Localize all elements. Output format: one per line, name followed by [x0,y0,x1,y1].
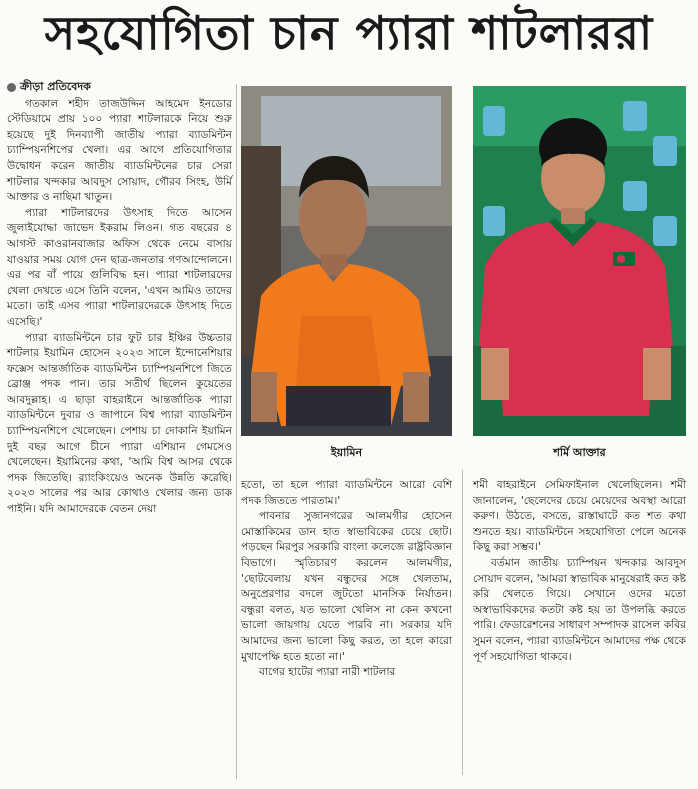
paragraph: গতকাল শহীদ তাজউদ্দিন আহমেদ ইনডোর স্টেডিয়ামে প্রায় ১০০ প্যারা শাটলারকে নিয়ে শুরু হয়েছে দুই দিনব্যাপী জাতীয় প্যারা ব্যাডমিন্টন চ্যাম্পিয়নশিপের খেলা। এর আগে প্রতিযোগিতার উদ্বোধন করেন জাতীয় ব্যাডমিন্টনের চার সেরা শাটলার খন্দকার আবদুস সোয়াদ, গৌরব সিংহ, উর্মি আক্তার ও নাছিমা খাতুন। [7,97,232,204]
paragraph: পাবনার সুজানগরের আলমগীর হোসেন মোস্তাকিমের ডান হাত স্বাভাবিকের চেয়ে ছোট। পড়ছেন মিরপুর সরকারি বাংলা কলেজে রাষ্ট্রবিজ্ঞান বিভাগে। স্মৃতিচারণ করলেন আলমগীর, 'ছোটবেলায় যখন বন্ধুদের সঙ্গে খেলতাম, অনুপ্রেরণার বদলে জুটতো মানসিক নির্যাতন। বন্ধুরা বলত, যত ভালো খেলিস না কেন কখনো ভালো জায়গায় যেতে পারবি না। সরকার যদি আমাদের জন্য ভালো কিছু করত, তা হলে কারো মুখাপেক্ষি হতে হতো না।' [241,510,452,663]
photo-sharmi [473,86,686,436]
caption-sharmi: শর্মি আক্তার [553,446,606,459]
bullet-icon [7,83,16,92]
article-column-1 [7,79,232,518]
paragraph: প্যারা শাটলারদের উৎসাহ দিতে আসেন জুলাইযোদ্ধা জাভেদ ইকরাম লিওন। গত বছরের ৪ আগস্ট কাওরানবাজার অফিস থেকে নেমে বাসায় যাওয়ার সময় যোগ দেন ছাত্র-জনতার গণআন্দোলনে। এর পর বাঁ পায়ে গুলিবিদ্ধ হন। প্যারা শাটলারদের খেলা দেখতে এসে তিনি বলেন, 'এখন আমিও তাদের মতো। তাই এসব প্যারা শাটলারদেরকে উৎসাহ দিতে এসেছি।' [7,206,232,328]
player-photo-image [241,86,452,436]
paragraph: হতো, তা হলে প্যারা ব্যাডমিন্টনে আরো বেশি পদক জিততে পারতাম।' [241,479,452,507]
article-column-3 [473,478,686,665]
caption-yamin: ইয়ামিন [330,446,363,459]
article-column-2 [241,478,452,681]
paragraph: বর্তমান জাতীয় চ্যাম্পিয়ন খন্দকার আবদুস সোয়াদ বলেন, 'আমরা স্বাভাবিক মানুষেরাই কত কষ্ট করি খেলতে গিয়ে। সেখানে ওদের মতো অস্বাভাবিকদের কতটা কষ্ট হয় তা উপলব্ধি করতে পারি। ফেডারেশনের সাধারণ সম্পাদক রাসেল কবির সুমন বলেন, প্যারা ব্যাডমিন্টনে আমাদের পক্ষ থেকে পূর্ণ সহযোগিতা থাকবে। [473,556,686,663]
headline: সহযোগিতা চান প্যারা শাটলাররা [44,6,654,60]
photo-yamin [241,86,452,436]
paragraph: প্যারা ব্যাডমিন্টনে চার ফুট চার ইঞ্চির উচ্চতার শাটলার ইয়ামিন হোসেন ২০২৩ সালে ইন্দোনেশিয়ার ফক্সেস আন্তর্জাতিক ব্যাডমিন্টন চ্যাম্পিয়নশিপে জিতে ব্রোঞ্জ পদক পান। তার সতীর্থ ছিলেন কুয়েতের আবদুল্লাহ। এ ছাড়া বাহরাইনে আন্তর্জাতিক প্যারা ব্যাডমিন্টনে দুবার ও জাপানে বিশ্ব প্যারা ব্যাডমিন্টন চ্যাম্পিয়নশিপে খেলেছেন। পেশায় চা দোকানি ইয়ামিন দুই বছর আগে চীনে প্যারা এশিয়ান গেমসেও খেলেছেন। ইয়ামিনের কথা, 'আমি বিশ্ব আসর থেকে পদক জিতেছি। র‌্যাংকিংয়েও অনেক উন্নতি করেছি। ২০২৩ সালের পর আর কোথাও খেলার জন্য ডাক পাইনি। যদি আমাদেরকে বেতন দেয়া [7,331,232,516]
byline-text: ক্রীড়া প্রতিবেদক [20,80,91,93]
column-divider [236,84,237,779]
player-photo-image [473,86,686,436]
paragraph: শমী বাহরাইনে সেমিফাইনাল খেলেছিলেন। শমী জানালেন, 'ছেলেদের চেয়ে মেয়েদের অবস্থা আরো করুণ। উঠতে, বসতে, রাস্তাঘাটে কত শত কথা শুনতে হয়। ব্যাডমিন্টনে সহযোগিতা পেলে অনেক কিছু করা সম্ভব।' [473,479,686,554]
paragraph: বাগের হাটের প্যারা নারী শাটলার [259,666,396,679]
column-divider [462,470,463,775]
byline [7,79,232,95]
